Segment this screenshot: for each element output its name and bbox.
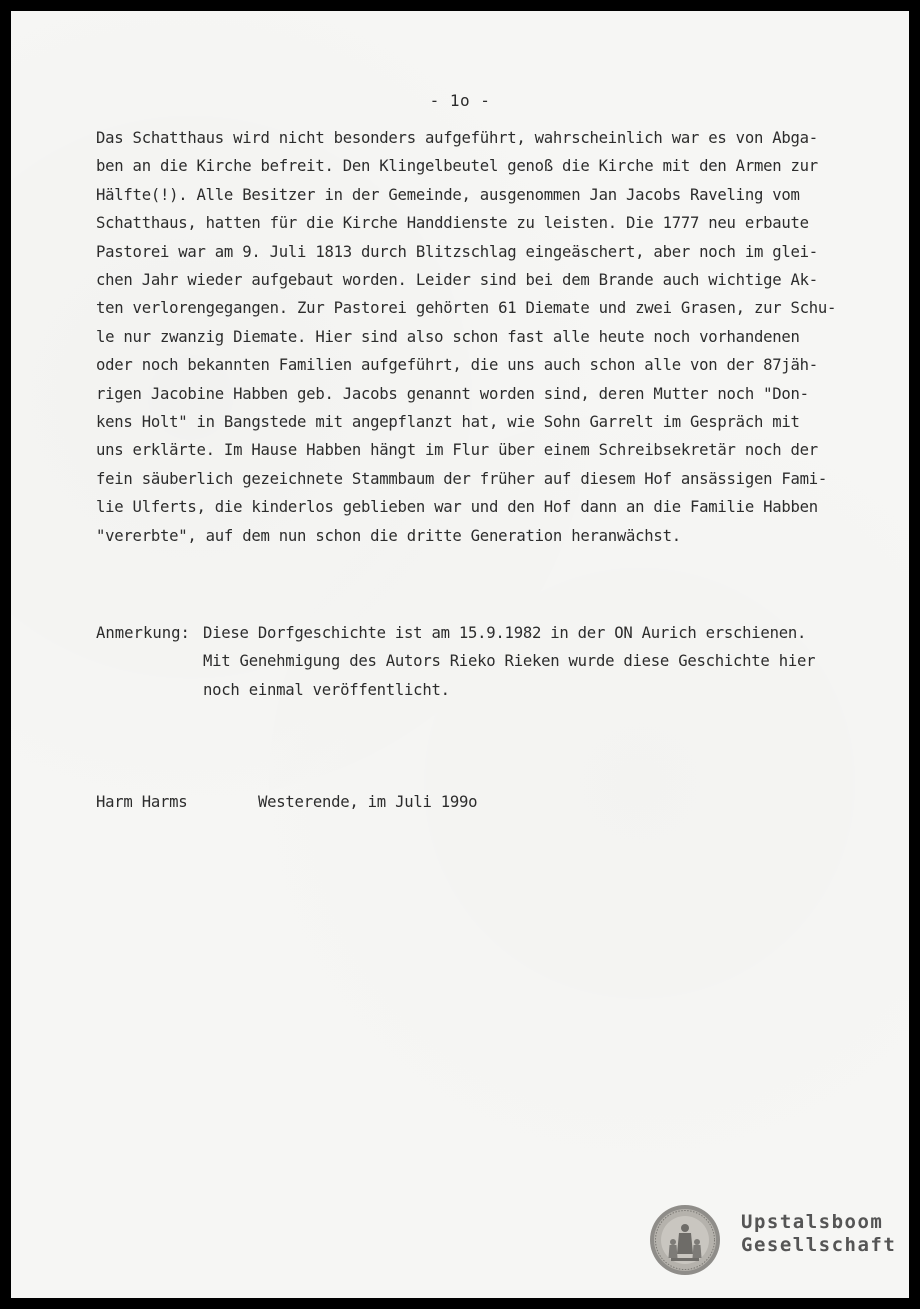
body-line: kens Holt" in Bangstede mit angepflanzt hat, wie Sohn Garrelt im Gespräch mit <box>96 413 800 432</box>
note-line: Mit Genehmigung des Autors Rieko Rieken wurde diese Geschichte hier <box>203 652 816 671</box>
body-line: fein säuberlich gezeichnete Stammbaum der früher auf diesem Hof ansässigen Fami- <box>96 469 828 488</box>
body-line: Hälfte(!). Alle Besitzer in der Gemeinde, ausgenommen Jan Jacobs Raveling vom <box>96 185 800 204</box>
logo-text <box>741 1211 896 1257</box>
body-line: Schatthaus, hatten für die Kirche Handdienste zu leisten. Die 1777 neu erbaute <box>96 214 809 233</box>
body-line: lie Ulferts, die kinderlos geblieben war und den Hof dann an die Familie Habben <box>96 498 818 517</box>
logo-line-2: Gesellschaft <box>741 1234 897 1256</box>
signature-place-date: Westerende, im Juli 199o <box>258 793 478 811</box>
body-line: ten verlorengegangen. Zur Pastorei gehörten 61 Diemate und zwei Grasen, zur Schu- <box>96 299 837 318</box>
body-line: Das Schatthaus wird nicht besonders aufgeführt, wahrscheinlich war es von Abga- <box>96 129 818 147</box>
note-line: Diese Dorfgeschichte ist am 15.9.1982 in der ON Aurich erschienen. <box>203 624 807 642</box>
society-logo <box>649 1203 899 1281</box>
body-line: ben an die Kirche befreit. Den Klingelbeutel genoß die Kirche mit den Armen zur <box>96 157 818 176</box>
page-number: - 1o - <box>429 91 491 110</box>
body-line: chen Jahr wieder aufgebaut worden. Leider sind bei dem Brande auch wichtige Ak- <box>96 271 818 290</box>
note-line: noch einmal veröffentlicht. <box>203 680 450 699</box>
body-line: oder noch bekannten Familien aufgeführt, die uns auch schon alle von der 87jäh- <box>96 356 818 375</box>
body-line: Pastorei war am 9. Juli 1813 durch Blitzschlag eingeäschert, aber noch im glei- <box>96 242 818 261</box>
document-page <box>11 11 909 1298</box>
body-line: le nur zwanzig Diemate. Hier sind also schon fast alle heute noch vorhandenen <box>96 327 800 346</box>
body-line: "vererbte", auf dem nun schon die dritte Generation heranwächst. <box>96 526 681 545</box>
signature-author: Harm Harms <box>96 793 188 811</box>
seal-icon <box>649 1204 721 1276</box>
note-label: Anmerkung: <box>96 624 190 642</box>
body-line: uns erklärte. Im Hause Habben hängt im Flur über einem Schreibsekretär noch der <box>96 441 818 460</box>
logo-line-1: Upstalsboom <box>741 1211 884 1233</box>
body-text <box>96 124 856 550</box>
note-body <box>203 619 815 704</box>
body-line: rigen Jacobine Habben geb. Jacobs genannt worden sind, deren Mutter noch "Don- <box>96 384 809 403</box>
